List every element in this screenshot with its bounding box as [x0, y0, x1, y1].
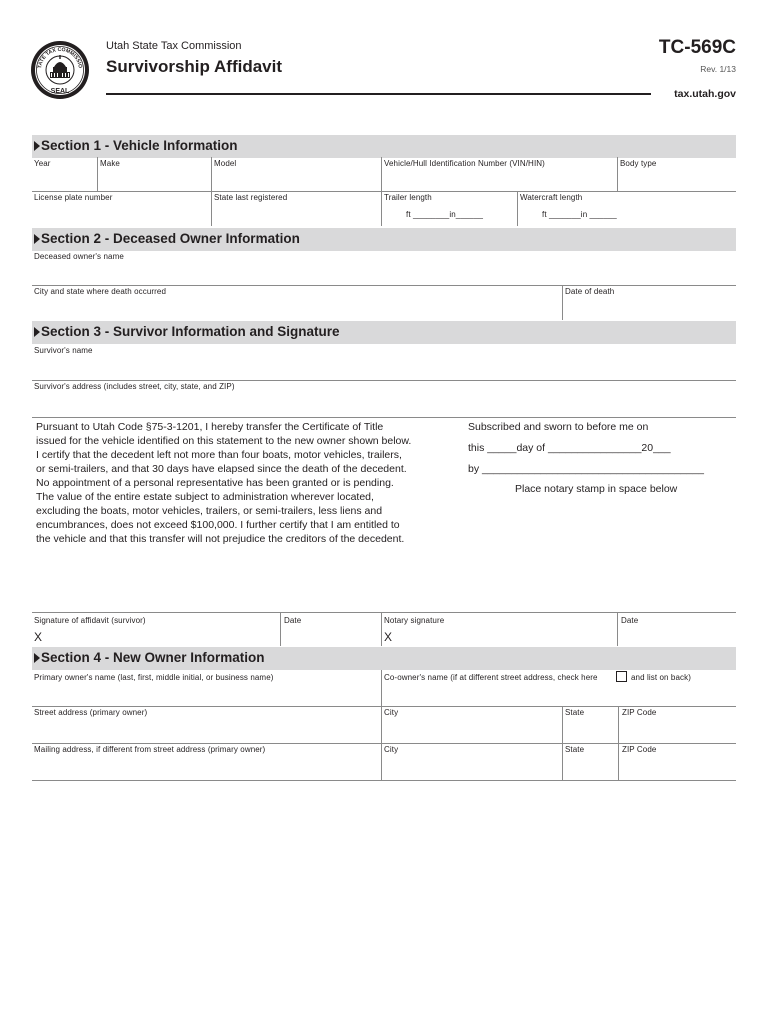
- divider: [381, 191, 382, 226]
- divider: [32, 743, 736, 744]
- statement-line: or semi-trailers, and that 30 days have elapsed since the death of the decedent.: [36, 463, 407, 475]
- notary-signature-x: X: [384, 630, 393, 644]
- make-input[interactable]: [98, 170, 210, 190]
- notary-stamp-instruction: Place notary stamp in space below: [515, 483, 678, 495]
- mailing-state-field-label: State: [565, 745, 585, 754]
- section2-header: [32, 228, 736, 251]
- divider: [517, 191, 518, 226]
- state-registered-field-label: State last registered: [214, 193, 288, 202]
- body-type-field-label: Body type: [620, 159, 657, 168]
- section1-title: Section 1 - Vehicle Information: [41, 138, 238, 153]
- survivor-signature-field-label: Signature of affidavit (survivor): [34, 616, 146, 625]
- vin-input[interactable]: [382, 170, 616, 190]
- survivor-address-input[interactable]: [32, 393, 736, 415]
- divider: [32, 780, 736, 781]
- notary-signature-input[interactable]: [396, 628, 616, 645]
- divider: [381, 670, 382, 706]
- agency-name: Utah State Tax Commission: [106, 40, 242, 52]
- survivor-date-field-label: Date: [284, 616, 302, 625]
- mailing-city-field-label: City: [384, 745, 399, 754]
- trailer-length-field-label: Trailer length: [384, 193, 432, 202]
- vin-field-label: Vehicle/Hull Identification Number (VIN/HIN): [384, 159, 545, 168]
- divider: [381, 706, 382, 743]
- triangle-arrow-icon: [34, 234, 40, 244]
- divider: [32, 285, 736, 286]
- date-of-death-input[interactable]: [564, 298, 736, 318]
- mailing-address-field-label: Mailing address, if different from street address (primary owner): [34, 745, 266, 754]
- mailing-city-input[interactable]: [383, 757, 561, 778]
- affidavit-statement: [36, 420, 456, 546]
- statement-line: excluding the boats, motor vehicles, trailers, or semi-trailers, less liens and: [36, 505, 383, 517]
- survivor-name-field-label: Survivor's name: [34, 346, 93, 355]
- co-owner-field-label-suffix: and list on back): [631, 673, 691, 682]
- year-field-label: Year: [34, 159, 51, 168]
- state-input[interactable]: [564, 720, 617, 741]
- triangle-arrow-icon: [34, 327, 40, 337]
- survivor-signature-x: X: [34, 630, 43, 644]
- mailing-address-input[interactable]: [32, 757, 380, 778]
- year-input[interactable]: [32, 170, 96, 190]
- statement-line: the vehicle and that this transfer will not prejudice the creditors of the decedent.: [36, 533, 405, 545]
- city-input[interactable]: [383, 720, 561, 741]
- survivor-signature-input[interactable]: [46, 628, 278, 645]
- seal-icon: [30, 40, 90, 100]
- statement-line: I certify that the decedent left not more than four boats, motor vehicles, trailers,: [36, 449, 402, 461]
- license-plate-input[interactable]: [32, 204, 210, 224]
- divider: [618, 743, 619, 780]
- notary-date-input[interactable]: [619, 628, 736, 645]
- revision-date: Rev. 1/13: [700, 64, 736, 74]
- svg-text:SEAL: SEAL: [50, 88, 70, 95]
- divider: [32, 612, 736, 613]
- divider: [32, 706, 736, 707]
- triangle-arrow-icon: [34, 653, 40, 663]
- watercraft-length-field-label: Watercraft length: [520, 193, 583, 202]
- section4-header: [32, 647, 736, 670]
- divider: [562, 285, 563, 320]
- divider: [618, 706, 619, 743]
- section2-title: Section 2 - Deceased Owner Information: [41, 231, 300, 246]
- notary-by-line[interactable]: by ______________________________________: [468, 463, 704, 475]
- statement-line: The value of the entire estate subject to administration wherever located,: [36, 491, 374, 503]
- website: tax.utah.gov: [674, 88, 736, 100]
- notary-stamp-area: [468, 500, 736, 610]
- body-type-input[interactable]: [618, 170, 736, 190]
- survivor-name-input[interactable]: [32, 357, 736, 378]
- form-title: Survivorship Affidavit: [106, 57, 283, 76]
- notary-signature-field-label: Notary signature: [384, 616, 445, 625]
- svg-text:STATE TAX COMMISSION: TATE TAX COMMISSIO: [37, 46, 83, 69]
- co-owner-field-label: Co-owner's name (if at different street address, check here: [384, 673, 598, 682]
- make-field-label: Make: [100, 159, 120, 168]
- statement-line: No appointment of a personal representative has been granted or is pending.: [36, 477, 394, 489]
- divider: [32, 191, 736, 192]
- section1-header: [32, 135, 736, 158]
- primary-owner-input[interactable]: [32, 685, 380, 705]
- statement-line: Pursuant to Utah Code §75-3-1201, I hereby transfer the Certificate of Title: [36, 421, 384, 433]
- survivor-address-field-label: Survivor's address (includes street, city, state, and ZIP): [34, 382, 235, 391]
- divider: [562, 743, 563, 780]
- divider: [32, 380, 736, 381]
- city-state-death-input[interactable]: [32, 298, 560, 318]
- zip-field-label: ZIP Code: [622, 708, 657, 717]
- statement-line: encumbrances, does not exceed $100,000. I further certify that I am entitled to: [36, 519, 400, 531]
- model-field-label: Model: [214, 159, 237, 168]
- city-field-label: City: [384, 708, 399, 717]
- street-address-field-label: Street address (primary owner): [34, 708, 148, 717]
- date-of-death-field-label: Date of death: [565, 287, 615, 296]
- form-number: TC-569C: [658, 37, 736, 58]
- different-address-checkbox[interactable]: [616, 671, 627, 682]
- deceased-name-input[interactable]: [32, 263, 736, 284]
- mailing-zip-field-label: ZIP Code: [622, 745, 657, 754]
- header-rule: [106, 93, 651, 95]
- section3-header: [32, 321, 736, 344]
- co-owner-input[interactable]: [383, 685, 736, 705]
- mailing-zip-input[interactable]: [620, 757, 736, 778]
- license-plate-field-label: License plate number: [34, 193, 113, 202]
- zip-input[interactable]: [620, 720, 736, 741]
- notary-date-field-label: Date: [621, 616, 639, 625]
- statement-line: issued for the vehicle identified on this statement to the new owner shown below.: [36, 435, 412, 447]
- primary-owner-field-label: Primary owner's name (last, first, middle initial, or business name): [34, 673, 274, 682]
- divider: [381, 612, 382, 646]
- divider: [617, 612, 618, 646]
- state-field-label: State: [565, 708, 585, 717]
- model-input[interactable]: [212, 170, 380, 190]
- street-address-input[interactable]: [32, 720, 380, 741]
- divider: [381, 743, 382, 780]
- notary-subscribed-text: Subscribed and sworn to before me on: [468, 421, 649, 433]
- section3-title: Section 3 - Survivor Information and Signature: [41, 324, 340, 339]
- watercraft-length-ft-in[interactable]: ft _______in ______: [542, 210, 617, 219]
- deceased-name-field-label: Deceased owner's name: [34, 252, 124, 261]
- mailing-state-input[interactable]: [564, 757, 617, 778]
- survivor-date-input[interactable]: [282, 628, 380, 645]
- triangle-arrow-icon: [34, 141, 40, 151]
- divider: [562, 706, 563, 743]
- divider: [280, 612, 281, 646]
- state-registered-input[interactable]: [212, 204, 380, 224]
- section4-title: Section 4 - New Owner Information: [41, 650, 265, 665]
- divider: [32, 417, 736, 418]
- trailer-length-ft-in[interactable]: ft ________in______: [406, 210, 484, 219]
- notary-date-line[interactable]: this _____day of ________________20___: [468, 442, 671, 454]
- city-state-death-field-label: City and state where death occurred: [34, 287, 167, 296]
